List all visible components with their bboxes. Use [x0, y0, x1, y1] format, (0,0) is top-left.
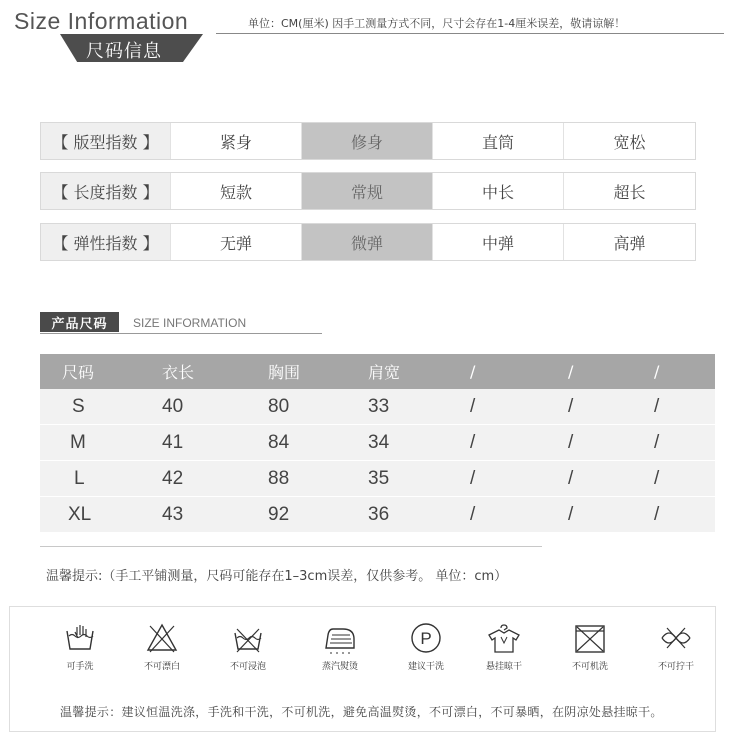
- care-label: 蒸汽熨烫: [321, 662, 358, 672]
- care-label: 不可拧干: [657, 662, 694, 672]
- empty-cell: /: [654, 503, 660, 525]
- length-option: 中长: [433, 173, 564, 209]
- shoulder-cell: 33: [368, 395, 390, 417]
- hand-wash-icon: [63, 621, 97, 655]
- empty-cell: /: [568, 431, 574, 453]
- size-cell: M: [70, 431, 86, 453]
- size-table: [40, 354, 715, 532]
- header-cell: 胸围: [268, 363, 301, 382]
- header-divider: [216, 33, 724, 34]
- hang-dry-icon: [487, 621, 521, 655]
- page-title: Size Information: [14, 8, 189, 34]
- stretch-index-row: [40, 223, 696, 261]
- steam-iron-icon: [323, 621, 357, 655]
- no-bleach-icon: [145, 621, 179, 655]
- bust-cell: 92: [268, 503, 290, 525]
- care-item: [40, 621, 120, 672]
- fit-option: 宽松: [613, 132, 646, 152]
- stretch-option: 高弹: [613, 233, 646, 253]
- header-cell: 肩宽: [368, 363, 401, 382]
- dry-clean-symbol: P: [420, 629, 432, 648]
- care-item: [550, 621, 630, 672]
- fit-option: 直筒: [433, 123, 564, 159]
- measurement-note: 单位：CM(厘米) 因手工测量方式不同，尺寸会存在1-4厘米误差，敬请谅解！: [248, 17, 626, 30]
- care-label: 不可机洗: [571, 662, 608, 672]
- length-cell: 43: [162, 503, 184, 525]
- header-cell: /: [568, 362, 574, 381]
- care-tip: 温馨提示：建议恒温洗涤，手洗和干洗，不可机洗，避免高温熨烫，不可漂白，不可暴晒，在阴凉处悬挂晾干。: [60, 705, 663, 719]
- shoulder-cell: 36: [368, 503, 390, 525]
- care-label: 不可漂白: [143, 662, 180, 672]
- empty-cell: /: [568, 467, 574, 489]
- care-item: [300, 621, 380, 672]
- care-label: 悬挂晾干: [485, 662, 522, 672]
- stretch-option-selected: 微弹: [302, 224, 433, 260]
- bust-cell: 84: [268, 431, 290, 453]
- header-cell: /: [654, 362, 660, 381]
- length-option-selected: 常规: [302, 173, 433, 209]
- empty-cell: /: [654, 395, 660, 417]
- table-row: [40, 497, 715, 532]
- care-label: 建议干洗: [407, 662, 444, 672]
- length-cell: 42: [162, 467, 184, 489]
- empty-cell: /: [470, 467, 476, 489]
- empty-cell: /: [568, 503, 574, 525]
- bust-cell: 88: [268, 467, 290, 489]
- care-item: [122, 621, 202, 672]
- length-cell: 40: [162, 395, 184, 417]
- shoulder-cell: 35: [368, 467, 390, 489]
- empty-cell: /: [470, 431, 476, 453]
- empty-cell: /: [568, 395, 574, 417]
- no-soak-icon: [231, 621, 265, 655]
- shoulder-cell: 34: [368, 431, 390, 453]
- header-cell: 衣长: [162, 363, 195, 382]
- size-tip: 温馨提示:（手工平铺测量，尺码可能存在1–3cm误差，仅供参考。 单位：cm）: [46, 569, 508, 584]
- size-table-divider: [40, 546, 542, 547]
- care-instructions-panel: [9, 606, 716, 732]
- table-row: [40, 425, 715, 460]
- size-section-en-label: SIZE INFORMATION: [133, 316, 247, 330]
- care-label: 不可浸泡: [229, 662, 266, 672]
- header-cell: 尺码: [62, 363, 95, 382]
- no-machine-wash-icon: [573, 621, 607, 655]
- size-cell: XL: [68, 503, 92, 525]
- size-cell: S: [72, 395, 85, 417]
- size-cell: L: [74, 467, 85, 489]
- no-wring-icon: [659, 621, 693, 655]
- care-item: [636, 621, 716, 672]
- length-index-label: 【 长度指数 】: [41, 173, 171, 209]
- dry-clean-icon: [409, 621, 443, 655]
- empty-cell: /: [654, 467, 660, 489]
- fit-index-row: [40, 122, 696, 160]
- care-item: [386, 621, 466, 672]
- length-option: 超长: [613, 182, 646, 202]
- length-index-row: [40, 172, 696, 210]
- size-table-header: [40, 354, 715, 389]
- stretch-index-label: 【 弹性指数 】: [41, 224, 171, 260]
- table-row: [40, 461, 715, 496]
- length-cell: 41: [162, 431, 184, 453]
- care-item: [208, 621, 288, 672]
- stretch-option: 中弹: [433, 224, 564, 260]
- header-cell: /: [470, 362, 476, 381]
- size-section-divider: [40, 333, 322, 334]
- empty-cell: /: [470, 395, 476, 417]
- fit-option-selected: 修身: [302, 123, 433, 159]
- empty-cell: /: [654, 431, 660, 453]
- fit-option: 紧身: [171, 123, 302, 159]
- size-section-badge: 产品尺码: [40, 312, 119, 332]
- stretch-option: 无弹: [171, 224, 302, 260]
- care-item: [464, 621, 544, 672]
- bust-cell: 80: [268, 395, 290, 417]
- empty-cell: /: [470, 503, 476, 525]
- page-subtitle: 尺码信息: [86, 41, 162, 62]
- fit-index-label: 【 版型指数 】: [41, 123, 171, 159]
- length-option: 短款: [171, 173, 302, 209]
- care-label: 可手洗: [66, 662, 94, 672]
- table-row: [40, 389, 715, 424]
